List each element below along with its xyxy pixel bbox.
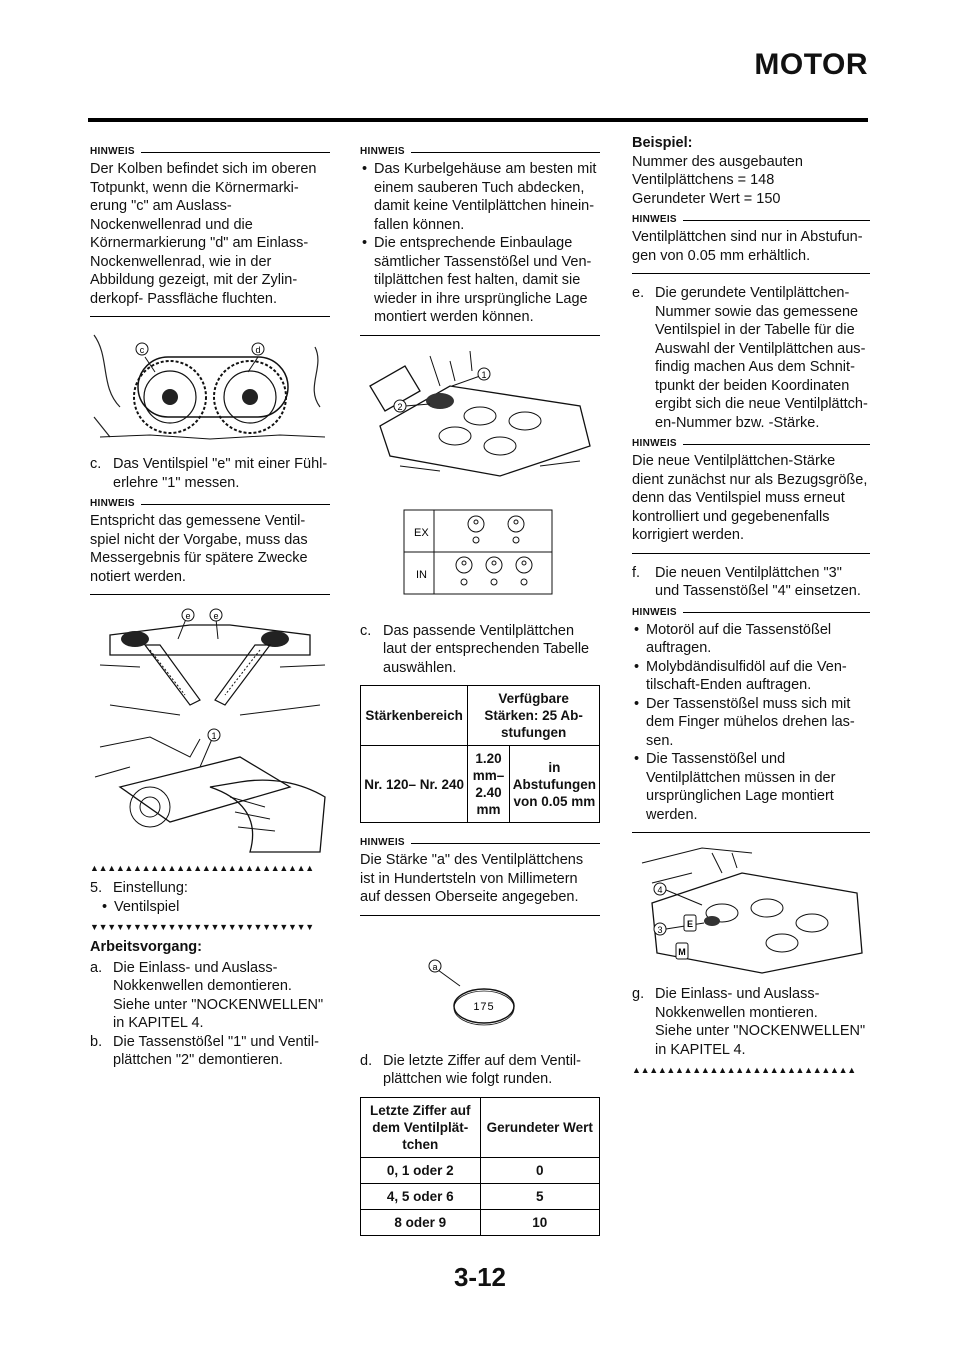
camshaft-timing-figure [90, 327, 330, 449]
page-title: MOTOR [754, 48, 868, 81]
exhaust-label: EX [414, 526, 429, 539]
step-label: b. [90, 1033, 103, 1050]
shim-thickness-figure [360, 926, 600, 1046]
note-text: Die neue Ventilplättchen-Stärke dient zunächst nur als Bezugsgröße, denn das Ventilspiel muss erneut kontrolliert und gegebenenfalls korrigiert werden. [632, 453, 868, 543]
note-text: Die Stärke "a" des Ventilplättchens ist in Hundertsteln von Millimetern auf dessen Oberseite angegeben. [360, 852, 584, 905]
shim-range-table [360, 685, 600, 823]
list-item: • Ventilspiel [100, 898, 330, 917]
callout-4: 4 [657, 885, 663, 895]
table-cell: 1.20 mm– 2.40 mm [468, 746, 510, 823]
shim-number: 175 [473, 1000, 495, 1013]
shim-position-diagram [360, 508, 600, 616]
note-text: Entspricht das gemessene Ventilspiel nicht der Vorgabe, muss das Messergebnis für spätere Zwecke notiert werden. [90, 513, 308, 585]
list-item: • Die entsprechende Einbaulage sämtlicher Tassenstößel und Ventilplättchen fest halten, damit sie wieder in ihre ursprüngliche Lage montiert werden können. [360, 234, 600, 327]
note-bullets [632, 621, 870, 825]
step-b-demount-lifters [90, 1033, 330, 1070]
header-rule [88, 118, 868, 122]
table-row [361, 1183, 600, 1209]
step-g-install-camshafts [632, 985, 870, 1059]
column-middle [360, 140, 600, 1236]
step-text: Das Ventilspiel "e" mit einer Fühlerlehre "1" messen. [113, 456, 328, 491]
table-cell: in Abstufungen von 0.05 mm [509, 746, 599, 823]
table-cell: 5 [480, 1183, 600, 1209]
callout-e1: e [185, 611, 191, 621]
list-item: • Molybdändisulfidöl auf die Ventilschaft-Enden auftragen. [632, 658, 870, 695]
page-number: 3-12 [453, 1262, 507, 1292]
step-label: f. [632, 564, 641, 581]
example-title: Beispiel: [632, 135, 693, 151]
step-text: Die Einlass- und Auslass- Nokkenwellen demontieren. Siehe unter "NOCKENWELLEN" in KAPITEL 4. [113, 959, 324, 1031]
section-end-marker: ▲▲▲▲▲▲▲▲▲▲▲▲▲▲▲▲▲▲▲▲▲▲▲▲▲▲ [632, 1065, 856, 1075]
note-block [632, 438, 870, 554]
note-block [360, 837, 600, 916]
feeler-gauge-insertion-figure [90, 727, 330, 857]
note-heading: HINWEIS [632, 214, 870, 226]
step-label: 5. [90, 880, 103, 896]
step-5-adjustment [90, 879, 330, 898]
intake-label: IN [416, 568, 427, 581]
page-header [0, 0, 960, 130]
section-start-marker: ▲▲▲▲▲▲▲▲▲▲▲▲▲▲▲▲▲▲▲▲▲▲▲▲▲▲ [90, 863, 314, 873]
callout-3: 3 [657, 925, 663, 935]
table-cell: 4, 5 oder 6 [361, 1183, 481, 1209]
note-block [90, 498, 330, 595]
table-cell: 0 [480, 1157, 600, 1183]
step-label: g. [632, 986, 645, 1002]
callout-c: c [139, 345, 145, 355]
step-f-install [632, 564, 870, 601]
column-left [90, 140, 330, 1070]
table-row [361, 1209, 600, 1235]
step-a-demount-camshafts [90, 959, 330, 1033]
note-block [360, 146, 600, 336]
callout-1: 1 [481, 369, 487, 380]
lifter-install-figure [632, 843, 870, 979]
engine-oil-symbol: E [686, 919, 694, 929]
note-end-rule [360, 915, 600, 916]
callout-2: 2 [397, 401, 403, 412]
note-heading: HINWEIS [90, 498, 330, 510]
step-label: c. [90, 456, 102, 472]
note-heading: HINWEIS [360, 837, 600, 849]
step-text: Die gerundete Ventilplättchen-Nummer sowie das gemessene Ventilspiel in der Tabelle für die Auswahl der Ventilplättchen ausfindig machen Aus dem Schnittpunkt der beiden Koordinaten ergibt sich die neue Ventilplättchen-Nummer bzw. -Stärke. [655, 285, 868, 431]
note-end-rule [360, 335, 600, 336]
lifter-shim-removal-figure [360, 346, 600, 486]
callout-e2: e [213, 611, 219, 621]
list-item: • Das Kurbelgehäuse am besten mit einem sauberen Tuch abdecken, damit keine Ventilplättchen hineinfallen können. [360, 160, 600, 234]
list-item: • Der Tassenstößel muss sich mit dem Finger mühelos drehen lassen. [632, 695, 870, 751]
table-header: Letzte Ziffer auf dem Ventilplättchen [361, 1097, 481, 1157]
list-item: • Motoröl auf die Tassenstößel auftragen. [632, 621, 870, 658]
moly-oil-symbol: M [678, 947, 686, 957]
note-bullets [360, 160, 600, 327]
callout-1: 1 [211, 731, 217, 741]
callout-a: a [432, 961, 438, 972]
example-line: Nummer des ausgebauten Ventilplättchens = 148 [632, 153, 803, 188]
note-block [632, 607, 870, 834]
table-cell: 0, 1 oder 2 [361, 1157, 481, 1183]
note-end-rule [632, 832, 870, 833]
note-heading: HINWEIS [360, 146, 600, 158]
step-e-find-shim [632, 284, 870, 432]
note-end-rule [632, 273, 870, 274]
step-c-select-shim [360, 622, 600, 678]
table-cell: 8 oder 9 [361, 1209, 481, 1235]
note-heading: HINWEIS [90, 146, 330, 158]
note-block [632, 214, 870, 274]
step-text: Die Einlass- und Auslass- Nokkenwellen montieren. Siehe unter "NOCKENWELLEN" in KAPITEL 4. [655, 986, 866, 1058]
step-label: d. [360, 1052, 373, 1069]
step-text: Einstellung: [113, 880, 188, 896]
feeler-gauge-valve-figure [90, 605, 330, 727]
step-text: Die letzte Ziffer auf dem Ventilplättchen wie folgt runden. [383, 1052, 582, 1087]
table-row [361, 1157, 600, 1183]
table-cell: 10 [480, 1209, 600, 1235]
note-end-rule [90, 316, 330, 317]
example-line: Gerundeter Wert = 150 [632, 190, 781, 207]
note-end-rule [632, 553, 870, 554]
section-procedure-marker: ▼▼▼▼▼▼▼▼▼▼▼▼▼▼▼▼▼▼▼▼▼▼▼▼▼▼ [90, 922, 314, 932]
table-cell: Nr. 120– Nr. 240 [361, 746, 468, 823]
table-header: Stärkenbereich [361, 686, 468, 746]
step-c-measure [90, 455, 330, 492]
note-text: Ventilplättchen sind nur in Abstufungen von 0.05 mm erhältlich. [632, 229, 863, 264]
table-header: Gerundeter Wert [480, 1097, 600, 1157]
list-item: • Die Tassenstößel und Ventilplättchen müssen in der ursprünglichen Lage montiert werden. [632, 750, 870, 824]
step-text: Das passende Ventilplättchen laut der entsprechenden Tabelle auswählen. [383, 622, 590, 676]
column-right [632, 135, 870, 1081]
procedure-title: Arbeitsvorgang: [90, 939, 202, 955]
step-label: a. [90, 959, 103, 976]
step-text: Die neuen Ventilplättchen "3" und Tassenstößel "4" einsetzen. [655, 564, 861, 599]
step-5-bullets [100, 898, 330, 917]
step-label: c. [360, 622, 372, 639]
note-end-rule [90, 594, 330, 595]
note-heading: HINWEIS [632, 607, 870, 619]
callout-d: d [255, 345, 261, 355]
note-text: Der Kolben befindet sich im oberen Totpunkt, wenn die Körnermarkierung "c" am Auslass- Nockenwellenrad und die Körnermarkierung "d" am Einlass- Nockenwellenrad, wie in der Abbildung gezeigt, mit der Zylinderkopf- Passfläche fluchten. [90, 161, 317, 307]
table-header: Verfügbare Stärken: 25 Abstufungen [468, 686, 600, 746]
note-block [90, 146, 330, 317]
note-heading: HINWEIS [632, 438, 870, 450]
step-text: Die Tassenstößel "1" und Ventilplättchen "2" demontieren. [113, 1033, 319, 1068]
step-d-round-digit [360, 1052, 600, 1089]
rounding-table [360, 1097, 600, 1236]
step-label: e. [632, 285, 645, 301]
